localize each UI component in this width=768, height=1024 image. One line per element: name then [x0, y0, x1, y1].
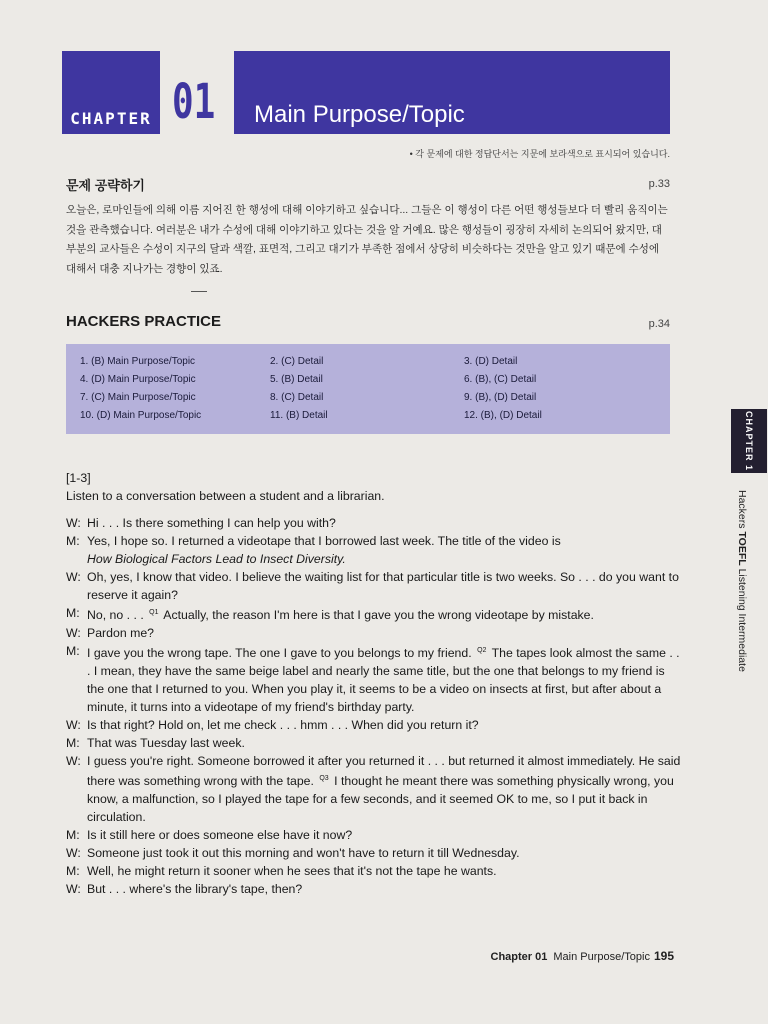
line-text: That was Tuesday last week.	[87, 736, 245, 751]
answer-item: 11. (B) Detail	[270, 410, 328, 421]
line-text-wrap	[87, 532, 681, 568]
dialogue-line	[66, 716, 681, 734]
line-text: I thought he meant there was something physically wrong, you know, a malfunction, so I played the tape for a few seconds, and it seemed OK to me, so I put it back in circulation.	[87, 774, 674, 825]
book-title-vertical	[736, 490, 748, 672]
dialogue-line	[66, 568, 681, 604]
dialogue-line	[66, 880, 681, 898]
chapter-side-tab-label: CHAPTER 1	[744, 410, 754, 472]
dialogue-line	[66, 862, 681, 880]
answer-clue-note: • 각 문제에 대한 정답단서는 지문에 보라색으로 표시되어 있습니다.	[409, 149, 670, 159]
dialogue-line	[66, 826, 681, 844]
page-title: Main Purpose/Topic	[254, 101, 465, 128]
book-title-post: Listening Intermediate	[736, 565, 748, 672]
page-number: 195	[653, 949, 674, 963]
answer-item: 7. (C) Main Purpose/Topic	[80, 392, 196, 403]
speaker: M:	[66, 864, 80, 879]
chapter-number: 01	[172, 74, 216, 130]
line-text: Actually, the reason I'm here is that I gave you the wrong videotape by mistake.	[163, 608, 594, 623]
clue-marker: Q2	[477, 647, 487, 655]
chapter-word: CHAPTER	[70, 109, 152, 128]
line-text: Someone just took it out this morning and won't have to return it till Wednesday.	[87, 846, 520, 861]
dialogue-line	[66, 734, 681, 752]
line-text-wrap	[87, 642, 681, 716]
chapter-label-box	[62, 51, 160, 134]
dialogue-line	[66, 624, 681, 642]
speaker: M:	[66, 736, 80, 751]
clue-marker: Q3	[319, 775, 329, 783]
answer-item: 10. (D) Main Purpose/Topic	[80, 410, 202, 421]
line-text-pre: I guess you're right. Someone borrowed it after you returned it . . . but returned it almost immediately. He said there was something wrong with the tape.	[87, 754, 681, 789]
speaker: W:	[66, 570, 81, 584]
speaker: W:	[66, 626, 81, 641]
speaker: W:	[66, 882, 81, 897]
line-text: Is that right? Hold on, let me check . . . hmm . . . When did you return it?	[87, 718, 479, 733]
answer-item: 2. (C) Detail	[270, 356, 324, 367]
answer-item: 6. (B), (C) Detail	[464, 374, 537, 385]
answer-key-grid	[80, 353, 660, 424]
speaker: W:	[66, 754, 81, 769]
title-banner	[234, 51, 670, 134]
dialogue-line	[66, 514, 681, 532]
dialogue-line	[66, 752, 681, 826]
dialogue-line	[66, 604, 681, 624]
line-text-wrap	[87, 752, 681, 826]
answer-item: 12. (B), (D) Detail	[464, 410, 542, 421]
strategy-page-ref: p.33	[648, 178, 670, 190]
practice-page-ref: p.34	[648, 318, 670, 330]
speaker: M:	[66, 606, 80, 620]
practice-heading: HACKERS PRACTICE	[66, 313, 222, 330]
answer-item: 5. (B) Detail	[270, 374, 323, 385]
page-footer	[491, 949, 675, 963]
line-text-pre: I gave you the wrong tape. The one I gave to you belongs to my friend.	[87, 646, 472, 661]
line-text: The tapes look almost the same . . . I mean, they have the same beige label and nearly the same title, but the one that belongs to my friend is the one that I returned to you. When you play it, it seems to be a video on insects at first, but after about a minute, it turns into a videotape of my friend's birthday party.	[87, 646, 680, 715]
line-text: Well, he might return it sooner when he sees that it's not the tape he wants.	[87, 864, 497, 879]
answer-item: 3. (D) Detail	[464, 356, 518, 367]
dialogue-line	[66, 532, 681, 568]
clue-marker: Q1	[149, 609, 159, 616]
speaker: M:	[66, 828, 80, 843]
line-text: Yes, I hope so. I returned a videotape that I borrowed last week. The title of the video is	[87, 534, 561, 548]
book-title-pre: Hackers	[736, 490, 748, 532]
conversation	[66, 469, 681, 898]
dialogue-line	[66, 642, 681, 716]
answer-item: 1. (B) Main Purpose/Topic	[80, 356, 196, 367]
conversation-intro: Listen to a conversation between a student and a librarian.	[66, 489, 385, 503]
chapter-side-tab	[731, 409, 767, 473]
line-text: Hi . . . Is there something I can help you with?	[87, 516, 336, 530]
question-range: [1-3]	[66, 471, 91, 485]
line-text-wrap	[87, 604, 681, 624]
speaker: W:	[66, 718, 81, 733]
speaker: M:	[66, 534, 80, 548]
footer-chapter: Chapter 01	[490, 951, 548, 963]
line-text-pre: No, no . . .	[87, 608, 144, 623]
answer-item: 4. (D) Main Purpose/Topic	[80, 374, 196, 385]
speaker: W:	[66, 516, 81, 530]
dialogue-line	[66, 844, 681, 862]
line-text: Oh, yes, I know that video. I believe the waiting list for that particular title is two weeks. So . . . do you want to reserve it again?	[87, 570, 679, 602]
strategy-heading: 문제 공략하기	[66, 178, 145, 193]
line-text: But . . . where's the library's tape, then?	[87, 882, 303, 897]
answer-item: 9. (B), (D) Detail	[464, 392, 537, 403]
answer-key-box	[66, 344, 670, 434]
video-title: How Biological Factors Lead to Insect Diversity.	[87, 552, 346, 566]
line-text: Is it still here or does someone else have it now?	[87, 828, 353, 843]
speaker: W:	[66, 846, 81, 861]
strategy-paragraph: 오늘은, 로마인들에 의해 이름 지어진 한 행성에 대해 이야기하고 싶습니다... 그들은 이 행성이 다른 어떤 행성들보다 더 빨리 움직이는 것을 관측했습니다. 여러분은 내가 수성에 대해 이야기하고 있다는 것을 알 거예요. 많은 행성들이 굉장히 자세히 논의되어 왔지만, 대부분의 교사들은 수성이 지구의 달과 색깔, 표면적, 그리고 대기가 부족한 점에서 상당히 비슷하다는 것만을 알고 있기 때문에 수성에 대해서 대충 지나가는 경향이 있죠.	[66, 204, 668, 275]
answer-item: 8. (C) Detail	[270, 392, 324, 403]
book-title-bold: TOEFL	[736, 531, 748, 566]
line-text: Pardon me?	[87, 626, 154, 641]
divider-dash	[191, 291, 207, 292]
footer-title: Main Purpose/Topic	[553, 951, 650, 963]
speaker: M:	[66, 644, 80, 659]
